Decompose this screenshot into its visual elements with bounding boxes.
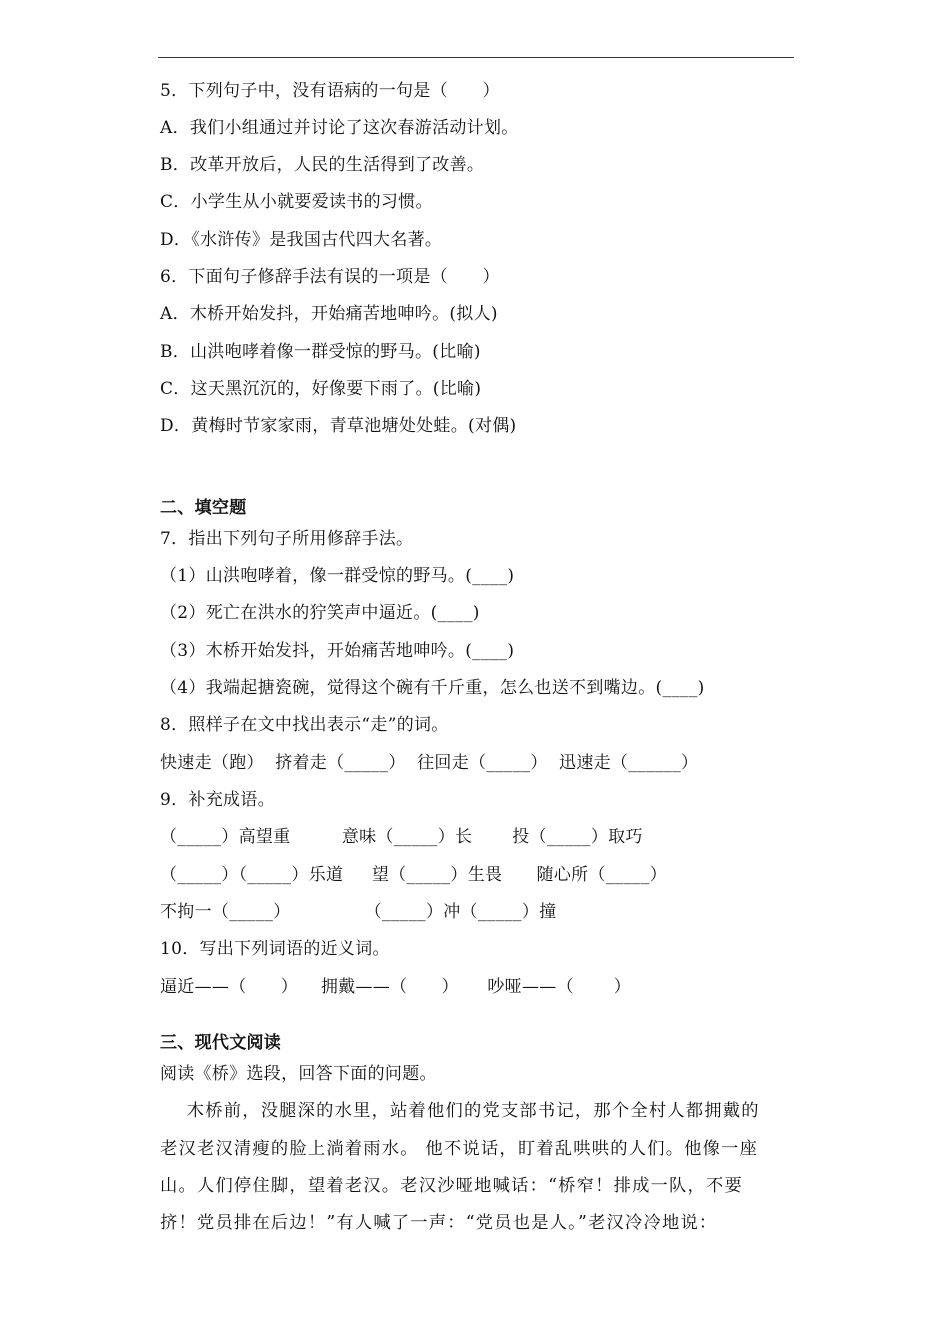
q7-item-2: （2）死亡在洪水的狞笑声中逼近。(____) (160, 603, 480, 623)
q8-blanks: 快速走（跑） 挤着走（_____） 往回走（_____） 迅速走（______） (160, 753, 699, 773)
q9-row-3: 不拘一（_____） （_____）冲（_____）撞 (160, 902, 557, 922)
q5-option-c: C．小学生从小就要爱读书的习惯。 (160, 192, 433, 212)
section-title-fill-in: 二、填空题 (160, 498, 247, 518)
q7-item-1: （1）山洪咆哮着，像一群受惊的野马。(____) (160, 566, 515, 586)
q8-stem: 8．照样子在文中找出表示“走”的词。 (160, 715, 449, 735)
q5-option-a: A．我们小组通过并讨论了这次春游活动计划。 (160, 118, 519, 138)
q7-item-4: （4）我端起搪瓷碗，觉得这个碗有千斤重，怎么也送不到嘴边。(____) (160, 678, 705, 698)
q5-stem: 5．下列句子中，没有语病的一句是（ ） (160, 81, 500, 101)
q6-option-a: A．木桥开始发抖，开始痛苦地呻吟。(拟人) (160, 304, 498, 324)
passage-line-3: 山。人们停住脚，望着老汉。老汉沙哑地喊话：“桥窄！排成一队，不要 (160, 1176, 743, 1196)
q7-stem: 7．指出下列句子所用修辞手法。 (160, 529, 414, 549)
q6-option-b: B．山洪咆哮着像一群受惊的野马。(比喻) (160, 342, 481, 362)
q9-row-1: （_____）高望重 意味（_____）长 投（_____）取巧 (160, 827, 643, 847)
q6-stem: 6．下面句子修辞手法有误的一项是（ ） (160, 267, 500, 287)
q7-item-3: （3）木桥开始发抖，开始痛苦地呻吟。(____) (160, 641, 515, 661)
q10-blanks: 逼近——（ ） 拥戴——（ ） 吵哑——（ ） (160, 977, 632, 997)
q6-option-d: D．黄梅时节家家雨，青草池塘处处蛙。(对偶) (160, 416, 517, 436)
q6-option-c: C．这天黑沉沉的，好像要下雨了。(比喻) (160, 379, 482, 399)
q9-stem: 9．补充成语。 (160, 790, 275, 810)
q5-option-d: D．《水浒传》是我国古代四大名著。 (160, 230, 443, 250)
passage-line-1: 木桥前，没腿深的水里，站着他们的党支部书记，那个全村人都拥戴的 (160, 1101, 760, 1121)
section-title-reading: 三、现代文阅读 (160, 1033, 282, 1053)
reading-intro: 阅读《桥》选段，回答下面的问题。 (160, 1064, 437, 1084)
passage-line-4: 挤！党员排在后边！”有人喊了一声：“党员也是人。”老汉冷冷地说： (160, 1213, 718, 1233)
passage-line-2: 老汉老汉清瘦的脸上淌着雨水。 他不说话，盯着乱哄哄的人们。他像一座 (160, 1139, 759, 1159)
q10-stem: 10．写出下列词语的近义词。 (160, 939, 390, 959)
q5-option-b: B．改革开放后，人民的生活得到了改善。 (160, 155, 485, 175)
header-rule (158, 57, 794, 58)
q9-row-2: （_____）（_____）乐道 望（_____）生畏 随心所（_____） (160, 865, 668, 885)
